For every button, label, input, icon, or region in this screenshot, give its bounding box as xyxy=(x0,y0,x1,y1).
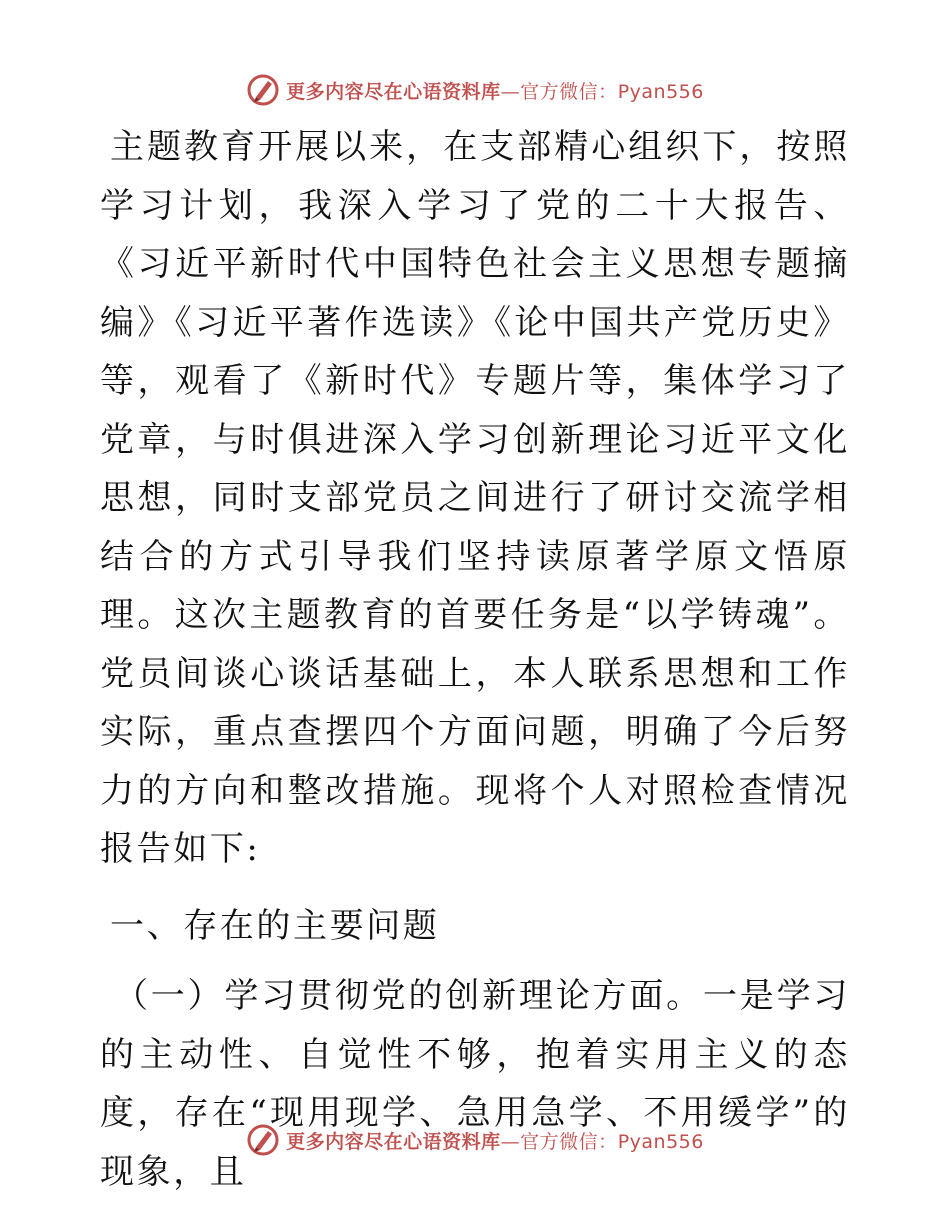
section-paragraph: （一）学习贯彻党的创新理论方面。一是学习的主动性、自觉性不够，抱着实用主义的态度，存在“现用现学、急用急学、不用缓学”的现象，且 xyxy=(100,976,850,1192)
watermark-wechat-id: Pyan556 xyxy=(617,80,704,103)
watermark-brand: 更多内容尽在心语资料库 xyxy=(286,1130,501,1153)
section-heading: 一、存在的主要问题 xyxy=(110,905,440,946)
watermark-banner-bottom xyxy=(0,1120,950,1160)
watermark-official-label: 官方微信： xyxy=(520,80,618,103)
watermark-brand: 更多内容尽在心语资料库 xyxy=(286,80,501,103)
watermark-text xyxy=(286,1127,704,1154)
pen-logo-icon xyxy=(246,73,280,107)
watermark-dash: — xyxy=(500,80,521,103)
watermark-text xyxy=(286,77,704,104)
pen-logo-icon xyxy=(246,1123,280,1157)
document-body xyxy=(100,118,850,1201)
watermark-official-label: 官方微信： xyxy=(520,1130,618,1153)
watermark-wechat-id: Pyan556 xyxy=(617,1130,704,1153)
watermark-banner-top xyxy=(0,70,950,110)
intro-paragraph: 主题教育开展以来，在支部精心组织下，按照学习计划，我深入学习了党的二十大报告、《习近平新时代中国特色社会主义思想专题摘编》《习近平著作选读》《论中国共产党历史》等，观看了《新时代》专题片等，集体学习了党章，与时俱进深入学习创新理论习近平文化思想，同时支部党员之间进行了研讨交流学相结合的方式引导我们坚持读原著学原文悟原理。这次主题教育的首要任务是“以学铸魂”。党员间谈心谈话基础上，本人联系思想和工作实际，重点查摆四个方面问题，明确了今后努力的方向和整改措施。现将个人对照检查情况报告如下: xyxy=(100,127,850,869)
watermark-dash: — xyxy=(500,1130,521,1153)
